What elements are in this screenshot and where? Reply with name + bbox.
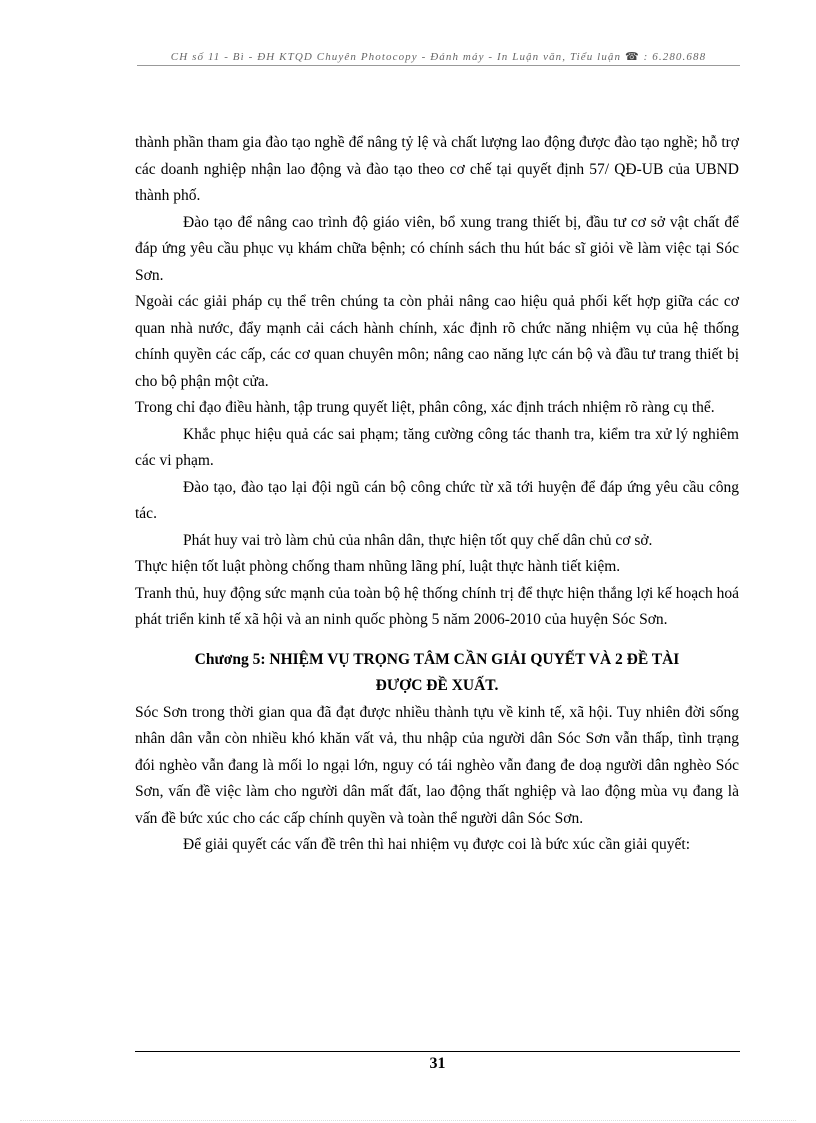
paragraph-4: Trong chỉ đạo điều hành, tập trung quyết liệt, phân công, xác định trách nhiệm rõ ràng cụ thể. [135,399,715,416]
paragraph-8: Thực hiện tốt luật phòng chống tham nhũng lãng phí, luật thực hành tiết kiệm. [135,558,621,575]
paragraph-5: Khắc phục hiệu quả các sai phạm; tăng cường công tác thanh tra, kiểm tra xử lý nghiêm các vi phạm. [135,425,739,469]
page-number: 31 [429,1055,446,1072]
phone-icon: ☎ [625,51,640,63]
paragraph-7: Phát huy vai trò làm chủ của nhân dân, thực hiện tốt quy chế dân chủ cơ sở. [183,531,653,549]
chapter-heading-line-1: Chương 5: NHIỆM VỤ TRỌNG TÂM CẦN GIẢI QUYẾT VÀ 2 ĐỀ TÀI [194,650,680,668]
header-phone: : 6.280.688 [643,51,707,63]
chapter-heading [135,647,739,700]
chapter-paragraph-2: Để giải quyết các vấn đề trên thì hai nhiệm vụ được coi là bức xúc cần giải quyết: [183,836,691,853]
paragraph-3: Ngoài các giải pháp cụ thể trên chúng ta còn phải nâng cao hiệu quả phối kết hợp giữa các cơ quan nhà nước, đẩy mạnh cải cách hành chính, xác định rõ chức năng nhiệm vụ của hệ thống chính quyền các cấp, các cơ quan chuyên môn; nâng cao năng lực cán bộ và đầu tư trang thiết bị cho bộ phận một cửa. [135,293,739,390]
paragraph-2: Đào tạo để nâng cao trình độ giáo viên, bổ xung trang thiết bị, đầu tư cơ sở vật chất để đáp ứng yêu cầu phục vụ khám chữa bệnh; có chính sách thu hút bác sĩ giỏi về làm việc tại Sóc Sơn. [135,213,739,284]
page-body [135,130,739,859]
paragraph-1: thành phần tham gia đào tạo nghề để nâng tỷ lệ và chất lượng lao động được đào tạo nghề; hỗ trợ các doanh nghiệp nhận lao động và đào tạo theo cơ chế tại quyết định 57/ QĐ-UB của UBND thành phố. [135,134,739,204]
paragraph-9: Tranh thủ, huy động sức mạnh của toàn bộ hệ thống chính trị để thực hiện thắng lợi kế hoạch hoá phát triển kinh tế xã hội và an ninh quốc phòng 5 năm 2006-2010 của huyện Sóc Sơn. [135,584,739,628]
header-text: CH số 11 - Bì - ĐH KTQD Chuyên Photocopy - Đánh máy - In Luận văn, Tiểu luận [170,51,622,63]
paragraph-6: Đào tạo, đào tạo lại đội ngũ cán bộ công chức từ xã tới huyện để đáp ứng yêu cầu công tác. [135,478,739,522]
chapter-heading-line-2: ĐƯỢC ĐỀ XUẤT. [375,677,499,694]
running-header [137,50,740,66]
footer-divider [135,1051,740,1052]
page-edge-divider [20,1120,796,1121]
chapter-paragraph-1: Sóc Sơn trong thời gian qua đã đạt được nhiều thành tựu về kinh tế, xã hội. Tuy nhiên đời sống nhân dân vẫn còn nhiều khó khăn vất vả, thu nhập của người dân Sóc Sơn vẫn thấp, tình trạng đói nghèo vẫn đang là mối lo ngại lớn, nguy có tái nghèo vẫn đang đe doạ người dân nghèo Sóc Sơn, vấn đề việc làm cho người dân mất đất, lao động thất nghiệp và lao động mùa vụ đang là vấn đề bức xúc cho các cấp chính quyền và toàn thể người dân Sóc Sơn. [135,703,739,827]
